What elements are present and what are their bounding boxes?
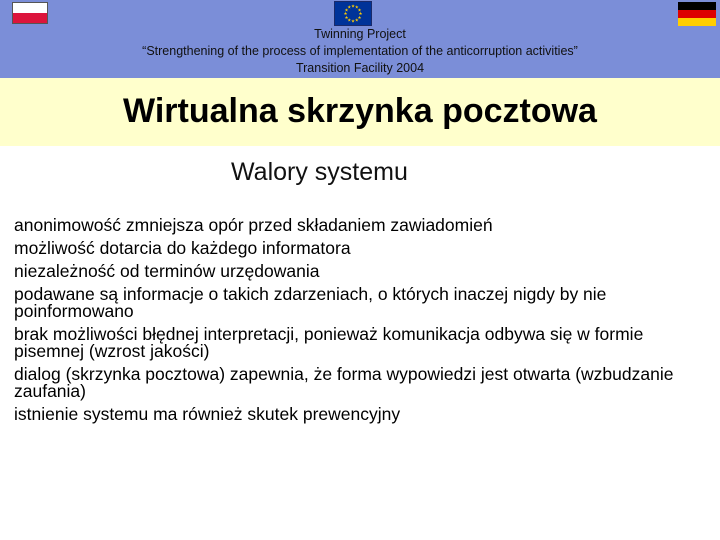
list-item: anonimowość zmniejsza opór przed składaniem zawiadomień	[14, 215, 493, 235]
poland-flag-icon	[12, 2, 48, 24]
eu-star-icon: ★	[358, 12, 363, 17]
eu-star-icon: ★	[350, 19, 356, 25]
germany-flag-icon	[678, 2, 716, 26]
list-item: niezależność od terminów urzędowania	[14, 261, 320, 281]
project-info	[0, 26, 720, 77]
eu-star-icon: ★	[347, 5, 352, 11]
eu-flag-icon	[334, 1, 372, 26]
eu-star-icon: ★	[343, 12, 348, 17]
eu-star-icon: ★	[354, 5, 359, 11]
project-subtitle: “Strengthening of the process of implementation of the anticorruption activities”	[142, 44, 578, 58]
eu-star-icon: ★	[347, 18, 352, 24]
eu-star-icon: ★	[354, 18, 359, 24]
eu-star-icon: ★	[357, 15, 362, 21]
eu-stars-icon	[335, 2, 371, 25]
project-facility: Transition Facility 2004	[295, 61, 425, 75]
list-item: dialog (skrzynka pocztowa) zapewnia, że forma wypowiedzi jest otwarta (wzbudzanie zaufania)	[14, 364, 674, 401]
eu-star-icon: ★	[357, 8, 362, 14]
list-item: możliwość dotarcia do każdego informatora	[14, 238, 351, 258]
page-title: Wirtualna skrzynka pocztowa	[123, 92, 597, 130]
benefits-list	[14, 217, 710, 429]
list-item: podawane są informacje o takich zdarzeniach, o których inaczej nigdy by nie poinformowano	[14, 284, 607, 321]
eu-star-icon: ★	[350, 4, 356, 10]
project-name: Twinning Project	[314, 27, 406, 41]
list-item: istnienie systemu ma również skutek prewencyjny	[14, 404, 401, 424]
eu-star-icon: ★	[344, 8, 349, 14]
list-item: brak możliwości błędnej interpretacji, ponieważ komunikacja odbywa się w formie pisemnej (wzrost jakości)	[14, 324, 644, 361]
section-heading: Walory systemu	[231, 158, 408, 186]
header-bar	[0, 0, 720, 78]
eu-star-icon: ★	[344, 15, 349, 21]
